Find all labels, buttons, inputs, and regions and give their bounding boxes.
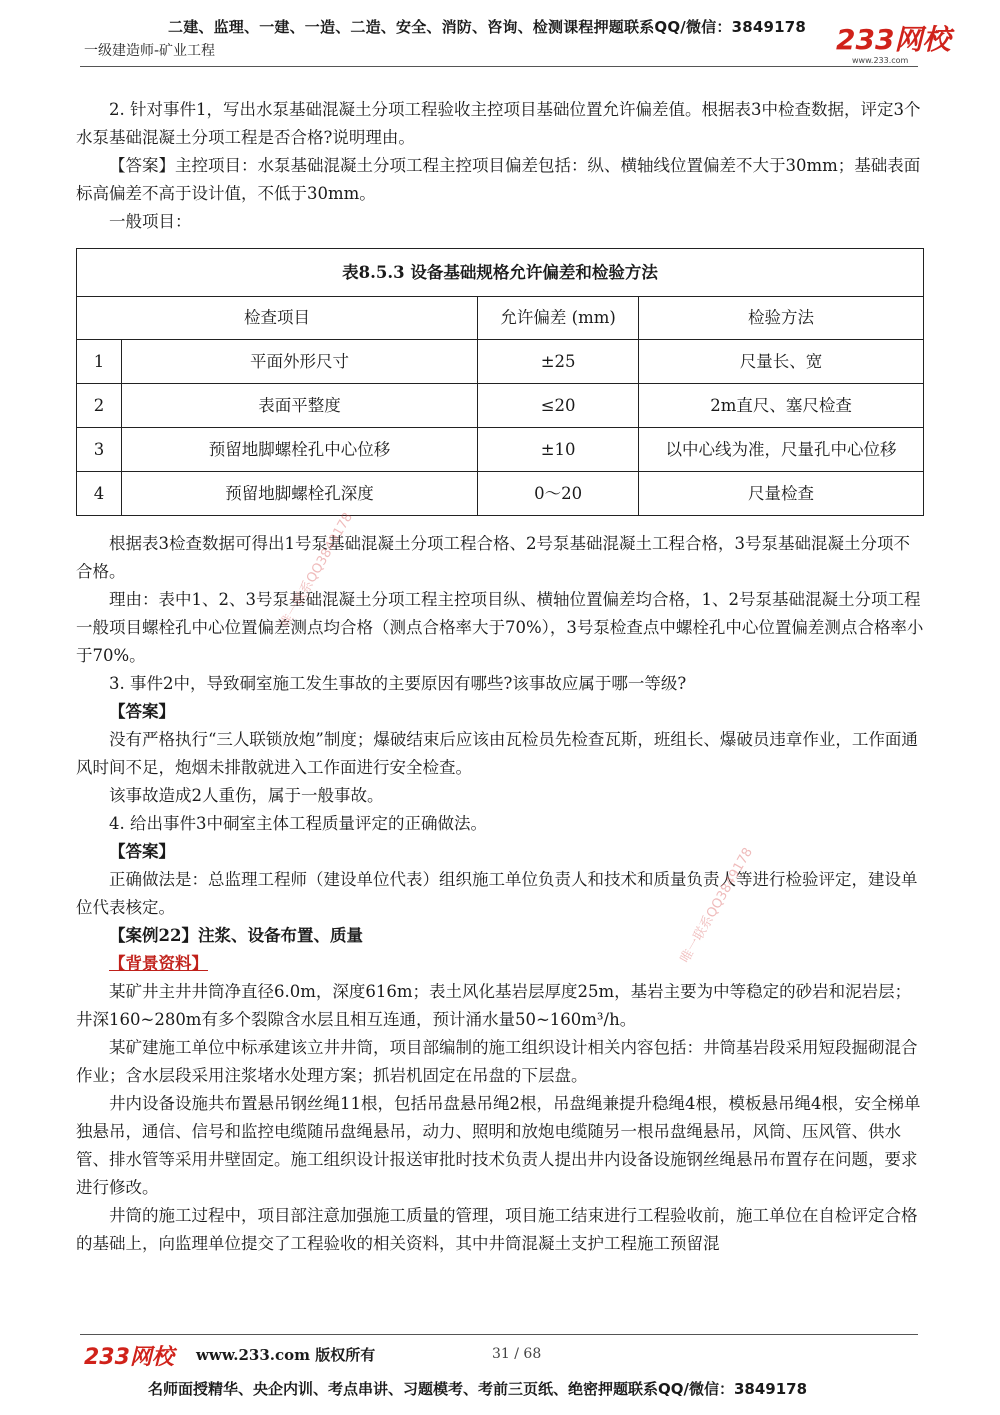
- row-deviation: ±25: [478, 340, 639, 384]
- table-caption-row: [77, 249, 924, 297]
- brand-logo-url: www.233.com: [852, 56, 909, 65]
- background-paragraph-4: 井筒的施工过程中，项目部注意加强施工质量的管理，项目施工结束进行工程验收前，施工单位在自检评定合格的基础上，向监理单位提交了工程验收的相关资料，其中井筒混凝土支护工程施工预留混: [76, 1206, 918, 1253]
- footer-divider: [80, 1334, 918, 1335]
- table-row: [77, 340, 924, 384]
- watermark: 唯一联系QQ3849178: [277, 510, 357, 631]
- table-row: [77, 384, 924, 428]
- row-item: 预留地脚螺栓孔深度: [122, 472, 478, 516]
- row-method: 尺量长、宽: [639, 340, 924, 384]
- row-method: 以中心线为准，尺量孔中心位移: [639, 428, 924, 472]
- table-caption: 表8.5.3 设备基础规格允许偏差和检验方法: [77, 249, 924, 297]
- answer-4-text: 正确做法是：总监理工程师（建设单位代表）组织施工单位负责人和技术和质量负责人等进行检验评定，建设单位代表核定。: [76, 870, 918, 917]
- background-paragraph-1: 某矿井主井井筒净直径6.0m，深度616m；表土风化基岩层厚度25m，基岩主要为中等稳定的砂岩和泥岩层；井深160~280m有多个裂隙含水层且相互连通，预计涌水量50~160m³/h。: [76, 982, 912, 1029]
- header-divider: [80, 66, 918, 67]
- table-row: [77, 428, 924, 472]
- row-deviation: ≤20: [478, 384, 639, 428]
- table-row: [77, 472, 924, 516]
- header-ad-text: 二建、监理、一建、一造、二造、安全、消防、咨询、检测课程押题联系QQ/微信：3849178: [168, 18, 807, 36]
- row-number: 3: [77, 428, 122, 472]
- spec-table: [76, 248, 924, 516]
- table-header-item: 检查项目: [77, 297, 478, 340]
- brand-logo: 233网校: [836, 23, 951, 56]
- background-label: 【背景资料】: [109, 954, 208, 973]
- header-subtitle: 一级建造师-矿业工程: [84, 43, 216, 59]
- row-item: 平面外形尺寸: [122, 340, 478, 384]
- page-number: 31 / 68: [492, 1346, 542, 1362]
- background-paragraph-3: 井内设备设施共布置悬吊钢丝绳11根，包括吊盘悬吊绳2根，吊盘绳兼提升稳绳4根，模板悬吊绳4根，安全梯单独悬吊，通信、信号和监控电缆随吊盘绳悬吊，动力、照明和放炮电缆随另一根吊盘绳悬吊，风筒、压风管、供水管、排水管等采用井壁固定。施工组织设计报送审批时技术负责人提出井内设备设施钢丝绳悬吊布置存在问题，要求进行修改。: [76, 1094, 921, 1197]
- answer-4-label: 【答案】: [109, 842, 175, 861]
- answer-3-text: 没有严格执行“三人联锁放炮”制度；爆破结束后应该由瓦检员先检查瓦斯，班组长、爆破员违章作业，工作面通风时间不足，炮烟未排散就进入工作面进行安全检查。: [76, 730, 918, 777]
- answer-2-text: 【答案】主控项目：水泵基础混凝土分项工程主控项目偏差包括：纵、横轴线位置偏差不大于30mm；基础表面标高偏差不高于设计值，不低于30mm。: [76, 156, 921, 203]
- row-deviation: ±10: [478, 428, 639, 472]
- footer-copyright: www.233.com 版权所有: [196, 1346, 376, 1364]
- evaluation-result: 根据表3检查数据可得出1号泵基础混凝土分项工程合格、2号泵基础混凝土工程合格，3号泵基础混凝土分项不合格。: [76, 534, 910, 581]
- table-header-deviation: 允许偏差 (mm): [478, 297, 639, 340]
- row-number: 2: [77, 384, 122, 428]
- question-3: 3. 事件2中，导致硐室施工发生事故的主要原因有哪些?该事故应属于哪一等级?: [109, 674, 687, 693]
- footer-logo: 233网校: [84, 1345, 174, 1370]
- row-deviation: 0～20: [478, 472, 639, 516]
- answer-3-label: 【答案】: [109, 702, 175, 721]
- table-header-row: [77, 297, 924, 340]
- question-4: 4. 给出事件3中硐室主体工程质量评定的正确做法。: [109, 814, 487, 833]
- answer-3-conclusion: 该事故造成2人重伤，属于一般事故。: [109, 786, 384, 805]
- row-number: 4: [77, 472, 122, 516]
- row-item: 预留地脚螺栓孔中心位移: [122, 428, 478, 472]
- case-22-title: 【案例22】注浆、设备布置、质量: [109, 926, 363, 945]
- row-method: 尺量检查: [639, 472, 924, 516]
- row-method: 2m直尺、塞尺检查: [639, 384, 924, 428]
- question-2: 2. 针对事件1，写出水泵基础混凝土分项工程验收主控项目基础位置允许偏差值。根据表3中检查数据，评定3个水泵基础混凝土分项工程是否合格?说明理由。: [76, 100, 921, 147]
- watermark: 唯一联系QQ3849178: [677, 845, 757, 966]
- footer-ad-text: 名师面授精华、央企内训、考点串讲、习题模考、考前三页纸、绝密押题联系QQ/微信：3849178: [148, 1380, 808, 1398]
- background-label-line: [76, 950, 926, 978]
- general-items-label: 一般项目：: [109, 212, 192, 231]
- answer-2-main: [76, 152, 926, 208]
- evaluation-reason: 理由：表中1、2、3号泵基础混凝土分项工程主控项目纵、横轴位置偏差均合格，1、2号泵基础混凝土分项工程一般项目螺栓孔中心位置偏差测点均合格（测点合格率大于70%），3号泵检查点中螺栓孔中心位置偏差测点合格率小于70%。: [76, 590, 924, 665]
- table-header-method: 检验方法: [639, 297, 924, 340]
- row-number: 1: [77, 340, 122, 384]
- background-paragraph-2: 某矿建施工单位中标承建该立井井筒，项目部编制的施工组织设计相关内容包括：井筒基岩段采用短段掘砌混合作业；含水层段采用注浆堵水处理方案；抓岩机固定在吊盘的下层盘。: [76, 1038, 918, 1085]
- row-item: 表面平整度: [122, 384, 478, 428]
- document-body: [76, 96, 926, 1258]
